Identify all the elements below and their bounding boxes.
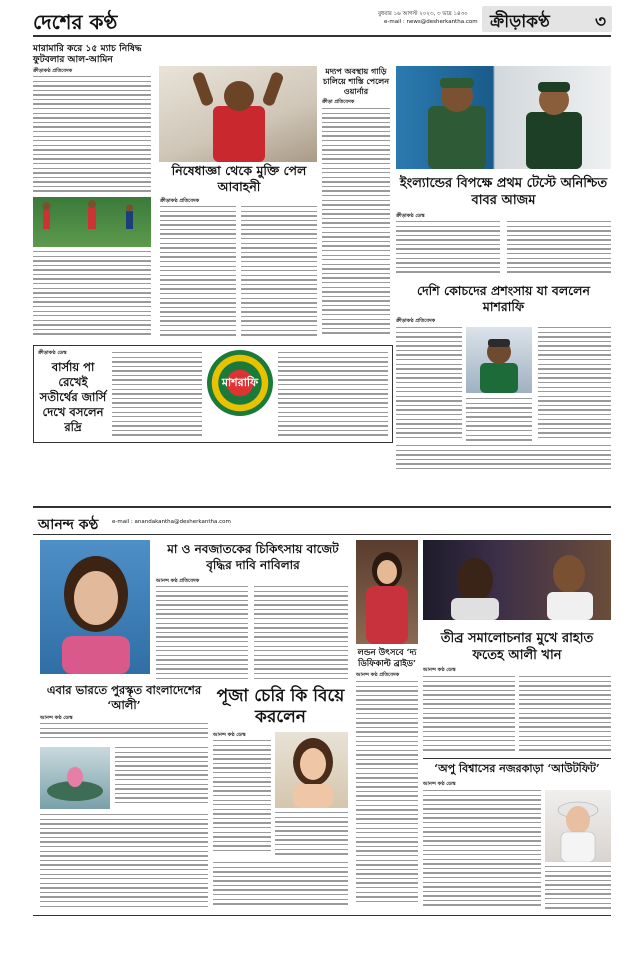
- article-body: [275, 812, 348, 858]
- article-body: [322, 108, 390, 340]
- article-body: [254, 586, 348, 682]
- headline-ali: এবার ভারতে পুরস্কৃত বাংলাদেশের ‘আলী’: [46, 683, 202, 712]
- byline: আনন্দ কণ্ঠ প্রতিবেদক: [156, 578, 200, 584]
- page-number: ৩: [594, 12, 606, 32]
- article-body: [213, 740, 271, 858]
- section-rule: [33, 534, 611, 535]
- article-body: [213, 862, 348, 910]
- paper-title: দেশের কণ্ঠ: [33, 10, 118, 34]
- headline-london: লন্ডন উৎসবে ‘দ্য ডিফিকাল্ট ব্রাইড’: [357, 648, 417, 669]
- article-body: [396, 221, 500, 277]
- article-body: [356, 681, 418, 910]
- article-body: [241, 206, 317, 340]
- article-body: [396, 327, 462, 442]
- headline-abahani: নিষেধাজ্ঞা থেকে মুক্তি পেল আবাহনী: [171, 163, 307, 194]
- player-photo: [159, 66, 317, 162]
- article-body: [545, 866, 611, 910]
- article-body: [396, 445, 611, 475]
- headline-apu: ‘অপু বিশ্বাসের নজরকাড়া ‘আউটফিট’: [434, 762, 600, 775]
- headline-mashrafe: দেশি কোচদের প্রশংসায় যা বললেন মাশরাফি: [417, 283, 590, 314]
- section-badge: [482, 6, 612, 32]
- ali-photo: [40, 747, 110, 809]
- article-body: [115, 747, 208, 809]
- headline-al-amin: মারামারি করে ১৫ ম্যাচ নিষিদ্ধ ফুটবলার আল-আমিন: [33, 43, 142, 65]
- byline: ক্রীড়াকণ্ঠ প্রতিবেদক: [33, 68, 73, 74]
- byline: আনন্দ কণ্ঠ ডেস্ক: [423, 667, 456, 673]
- headline-rodri: বার্সায় পা রেখেই সতীর্থের জার্সি দেখে বসলেন রদ্রি: [39, 360, 107, 434]
- article-body: [278, 352, 388, 438]
- byline: আনন্দ কণ্ঠ প্রতিবেদক: [356, 672, 400, 678]
- masthead-rule: [33, 35, 611, 37]
- rahat-photo: [423, 540, 611, 620]
- section-rule: [33, 506, 611, 508]
- article-body: [40, 814, 208, 910]
- headline-warner: মদ্যপ অবস্থায় গাড়ি চালিয়ে শাস্তি পেলেন ওয়ার্নার: [322, 66, 390, 96]
- story-divider: [423, 758, 611, 759]
- byline: ক্রীড়াকণ্ঠ ডেস্ক: [396, 213, 425, 219]
- entertainment-title: আনন্দ কণ্ঠ: [38, 517, 99, 533]
- article-body: [160, 206, 236, 340]
- article-body: [507, 221, 611, 277]
- article-body: [112, 352, 202, 438]
- babar-photo: [396, 66, 611, 169]
- byline: ক্রীড়াকণ্ঠ ডেস্ক: [38, 350, 67, 356]
- puja-photo: [275, 732, 348, 808]
- headline-babar: ইংল্যান্ডের বিপক্ষে প্রথম টেস্টে অনিশ্চিত বাবর আজম: [399, 176, 608, 208]
- headline-puja: পূজা চেরি কি বিয়ে করলেন: [216, 686, 345, 727]
- section-title: ক্রীড়াকণ্ঠ: [490, 12, 550, 32]
- article-body: [156, 586, 248, 682]
- article-body: [466, 398, 532, 442]
- mashrafe-photo: [466, 327, 532, 393]
- apu-photo: [545, 790, 611, 862]
- email-line: e-mail : news@desherkantha.com: [384, 19, 478, 25]
- byline: ক্রীড়া প্রতিবেদক: [322, 99, 355, 105]
- logo: [207, 350, 273, 416]
- article-body: [33, 76, 151, 195]
- article-body: [40, 723, 208, 743]
- byline: ক্রীড়াকণ্ঠ প্রতিবেদক: [396, 318, 436, 324]
- footer-rule: [33, 915, 611, 916]
- article-body: [538, 327, 611, 442]
- nabila-photo: [40, 540, 150, 674]
- byline: আনন্দ কণ্ঠ ডেস্ক: [213, 732, 246, 738]
- bride-photo: [356, 540, 418, 644]
- football-photo: [33, 197, 151, 247]
- logo-text: মাশরাফি: [221, 376, 259, 389]
- article-body: [519, 676, 611, 754]
- byline: ক্রীড়াকণ্ঠ প্রতিবেদক: [160, 198, 200, 204]
- headline-rahat: তীব্র সমালোচনার মুখে রাহাত ফতেহ আলী খান: [440, 631, 594, 663]
- entertainment-email: e-mail : anandakantha@desherkantha.com: [112, 519, 231, 525]
- date-line: বুধবার ১৬ আগস্ট ২০২৩, ৩ ভাদ্র ১৪৩০: [378, 11, 468, 17]
- article-body: [423, 676, 515, 754]
- article-body: [33, 251, 151, 341]
- article-body: [423, 790, 541, 910]
- byline: আনন্দ কণ্ঠ ডেস্ক: [40, 715, 73, 721]
- byline: আনন্দ কণ্ঠ ডেস্ক: [423, 781, 456, 787]
- headline-nabila: মা ও নবজাতকের চিকিৎসায় বাজেট বৃদ্ধির দাবি নাবিলার: [167, 542, 339, 572]
